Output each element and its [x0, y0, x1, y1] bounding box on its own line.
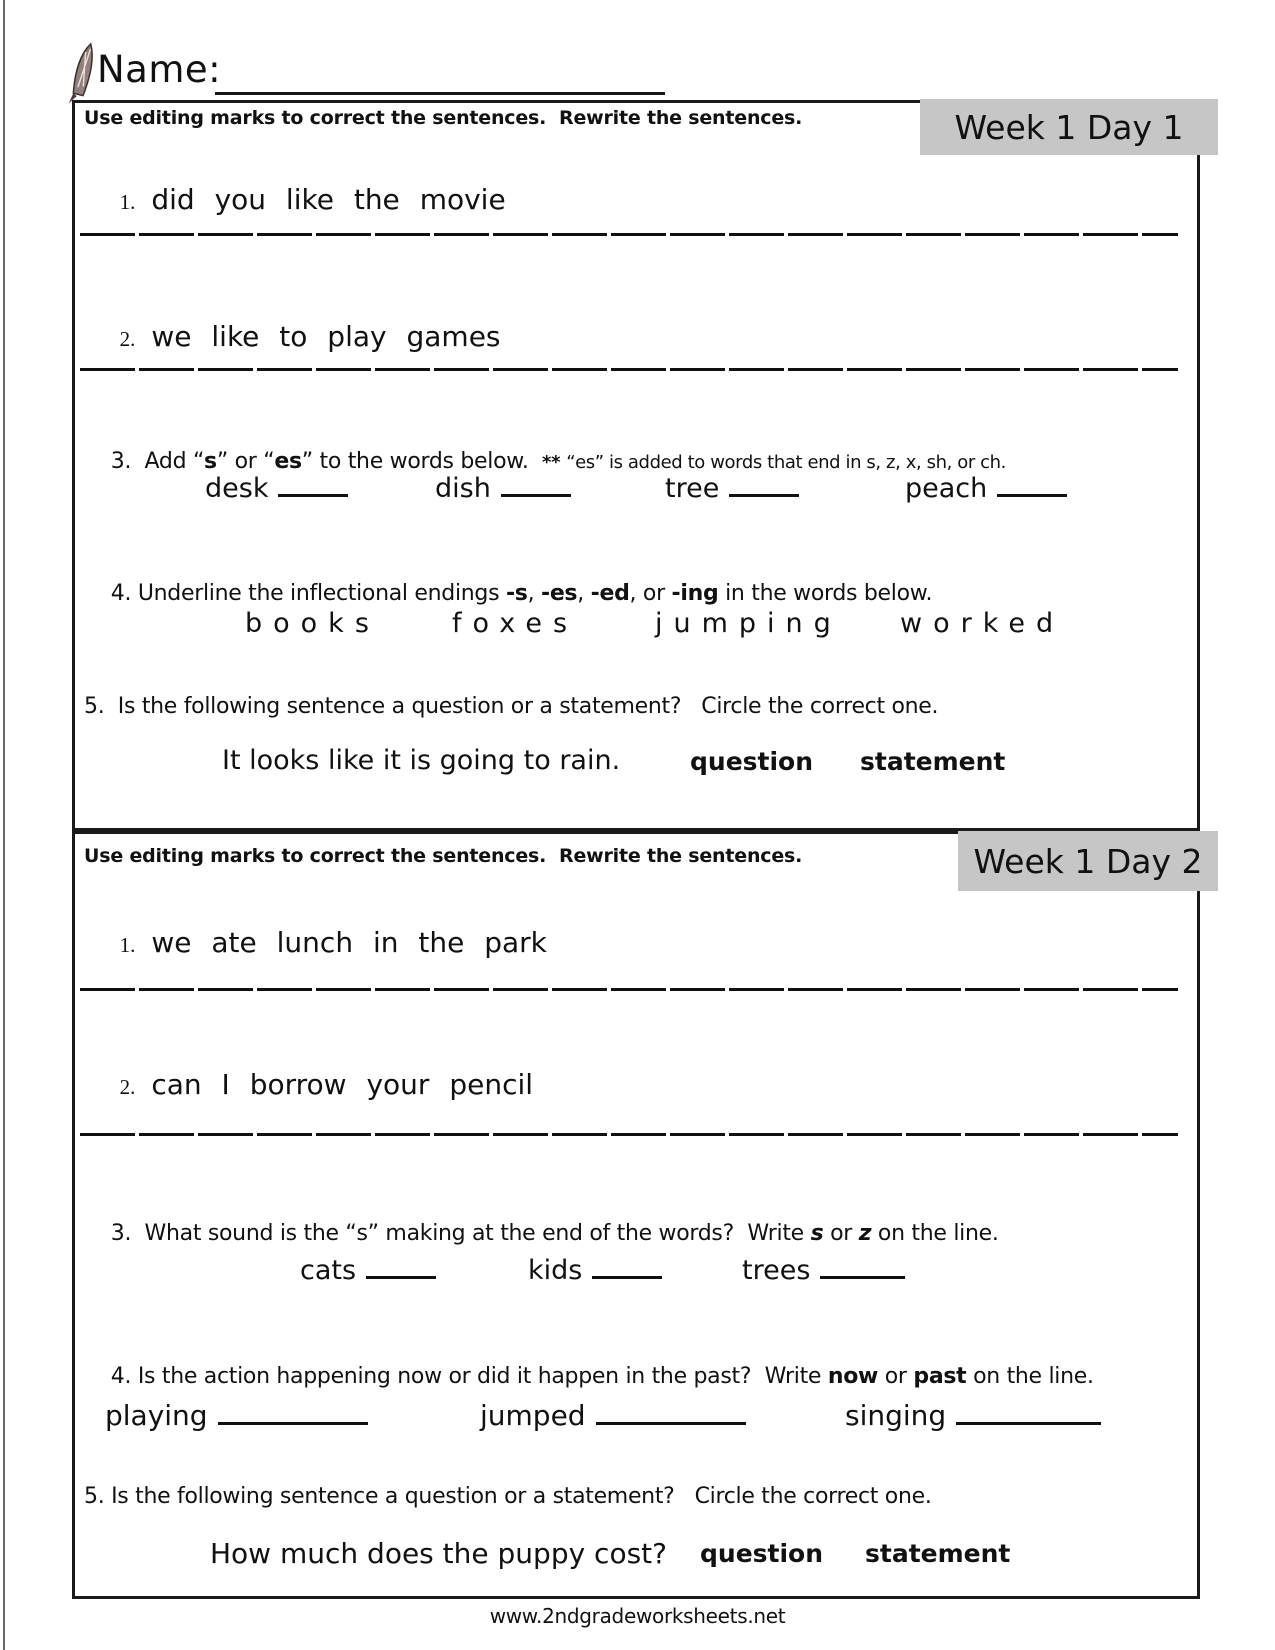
q4-bold-past: past: [913, 1364, 967, 1389]
day1-badge: Week 1 Day 1: [920, 99, 1218, 155]
q3-bold-es: es: [274, 449, 302, 474]
day2-question-2: [84, 1035, 533, 1134]
jumped-answer-blank[interactable]: [596, 1398, 746, 1425]
underline-target-word-worked[interactable]: worked: [900, 608, 1065, 639]
day2-question-1: [84, 893, 547, 992]
kids-answer-blank[interactable]: [592, 1252, 662, 1279]
day1-q3-item-peach: [905, 470, 1067, 504]
page-edge-scan-line: [3, 0, 5, 1650]
peach-answer-blank[interactable]: [997, 470, 1067, 497]
dish-answer-blank[interactable]: [501, 470, 571, 497]
day2-choice-question[interactable]: question: [700, 1539, 824, 1568]
q4-bold-ing: -ing: [671, 581, 719, 606]
day1-instructions: Use editing marks to correct the sentences. Rewrite the sentences.: [84, 107, 803, 129]
q3-text: ” or “: [216, 449, 275, 474]
q4-bold-s: -s: [505, 581, 528, 606]
day1-choice-statement[interactable]: statement: [860, 747, 1006, 776]
q3-note: “es” is added to words that end in s, z, x, sh, or ch.: [566, 452, 1007, 473]
day1-q3-item-tree: [665, 470, 799, 504]
day2-rewrite-line-2[interactable]: [80, 1133, 1178, 1136]
q3-italic-s: s: [810, 1221, 824, 1246]
day1-question-2: [84, 287, 501, 386]
word-desk: desk: [205, 473, 269, 504]
day2-choice-statement[interactable]: statement: [865, 1539, 1011, 1568]
day2-q4-item-playing: [105, 1398, 368, 1432]
playing-answer-blank[interactable]: [218, 1398, 368, 1425]
trees-answer-blank[interactable]: [820, 1252, 905, 1279]
question-sentence: we like to play games: [151, 320, 501, 353]
q4-text: 4. Is the action happening now or did it happen in the past? Write: [110, 1364, 828, 1389]
day1-q3-item-desk: [205, 470, 348, 504]
q3-text: 3. What sound is the “s” making at the end of the words? Write: [110, 1221, 811, 1246]
day2-q3-item-trees: [742, 1252, 905, 1286]
q4-bold-now: now: [827, 1364, 879, 1389]
cats-answer-blank[interactable]: [366, 1252, 436, 1279]
underline-target-word-foxes[interactable]: foxes: [452, 608, 579, 639]
q3-text: on the line.: [871, 1221, 999, 1246]
q4-text: in the words below.: [718, 581, 933, 606]
day2-q5-sentence: How much does the puppy cost?: [210, 1537, 668, 1570]
q3-note-stars: **: [542, 452, 567, 473]
word-trees: trees: [742, 1255, 811, 1286]
q4-text: or: [878, 1364, 914, 1389]
word-dish: dish: [435, 473, 491, 504]
underline-target-word-jumping[interactable]: jumping: [655, 608, 842, 639]
q3-italic-z: z: [858, 1221, 872, 1246]
day1-question-5: 5. Is the following sentence a question or a statement? Circle the correct one.: [84, 694, 939, 719]
q4-bold-es: -es: [540, 581, 578, 606]
q4-text: 4. Underline the inflectional endings: [110, 581, 506, 606]
day2-badge: Week 1 Day 2: [958, 831, 1218, 891]
question-number: 2.: [119, 1075, 136, 1099]
day1-q3-item-dish: [435, 470, 571, 504]
word-singing: singing: [845, 1399, 947, 1432]
day2-q3-item-cats: [300, 1252, 436, 1286]
question-number: 1.: [119, 190, 136, 214]
q4-text: , or: [629, 581, 672, 606]
q4-text: on the line.: [966, 1364, 1094, 1389]
word-playing: playing: [105, 1399, 208, 1432]
word-kids: kids: [528, 1255, 583, 1286]
day2-q3-item-kids: [528, 1252, 662, 1286]
q3-text: or: [823, 1221, 859, 1246]
word-peach: peach: [905, 473, 988, 504]
day2-question-5: 5. Is the following sentence a question or a statement? Circle the correct one.: [84, 1484, 932, 1509]
day2-instructions: Use editing marks to correct the sentences. Rewrite the sentences.: [84, 845, 803, 867]
name-fill-line[interactable]: [215, 92, 665, 95]
day1-rewrite-line-2[interactable]: [80, 368, 1178, 371]
word-tree: tree: [665, 473, 720, 504]
q4-text: ,: [577, 581, 591, 606]
word-cats: cats: [300, 1255, 357, 1286]
name-label: Name:: [97, 48, 222, 91]
day2-q4-item-singing: [845, 1398, 1101, 1432]
question-sentence: did you like the movie: [151, 183, 506, 216]
q3-text: ” to the words below.: [301, 449, 542, 474]
day2-rewrite-line-1[interactable]: [80, 988, 1178, 991]
tree-answer-blank[interactable]: [729, 470, 799, 497]
desk-answer-blank[interactable]: [278, 470, 348, 497]
day2-q4-item-jumped: [480, 1398, 746, 1432]
word-jumped: jumped: [480, 1399, 586, 1432]
q4-bold-ed: -ed: [590, 581, 630, 606]
q3-bold-s: s: [204, 449, 217, 474]
day1-choice-question[interactable]: question: [690, 747, 814, 776]
q4-text: ,: [527, 581, 541, 606]
question-sentence: we ate lunch in the park: [151, 926, 547, 959]
question-number: 1.: [119, 933, 136, 957]
question-number: 2.: [119, 327, 136, 351]
question-sentence: can I borrow your pencil: [151, 1068, 534, 1101]
day1-rewrite-line-1[interactable]: [80, 233, 1178, 236]
singing-answer-blank[interactable]: [956, 1398, 1101, 1425]
website-footer: www.2ndgradeworksheets.net: [489, 1604, 786, 1628]
q3-text: 3. Add “: [110, 449, 205, 474]
day1-q5-sentence: It looks like it is going to rain.: [222, 745, 621, 776]
underline-target-word-books[interactable]: books: [245, 608, 380, 639]
